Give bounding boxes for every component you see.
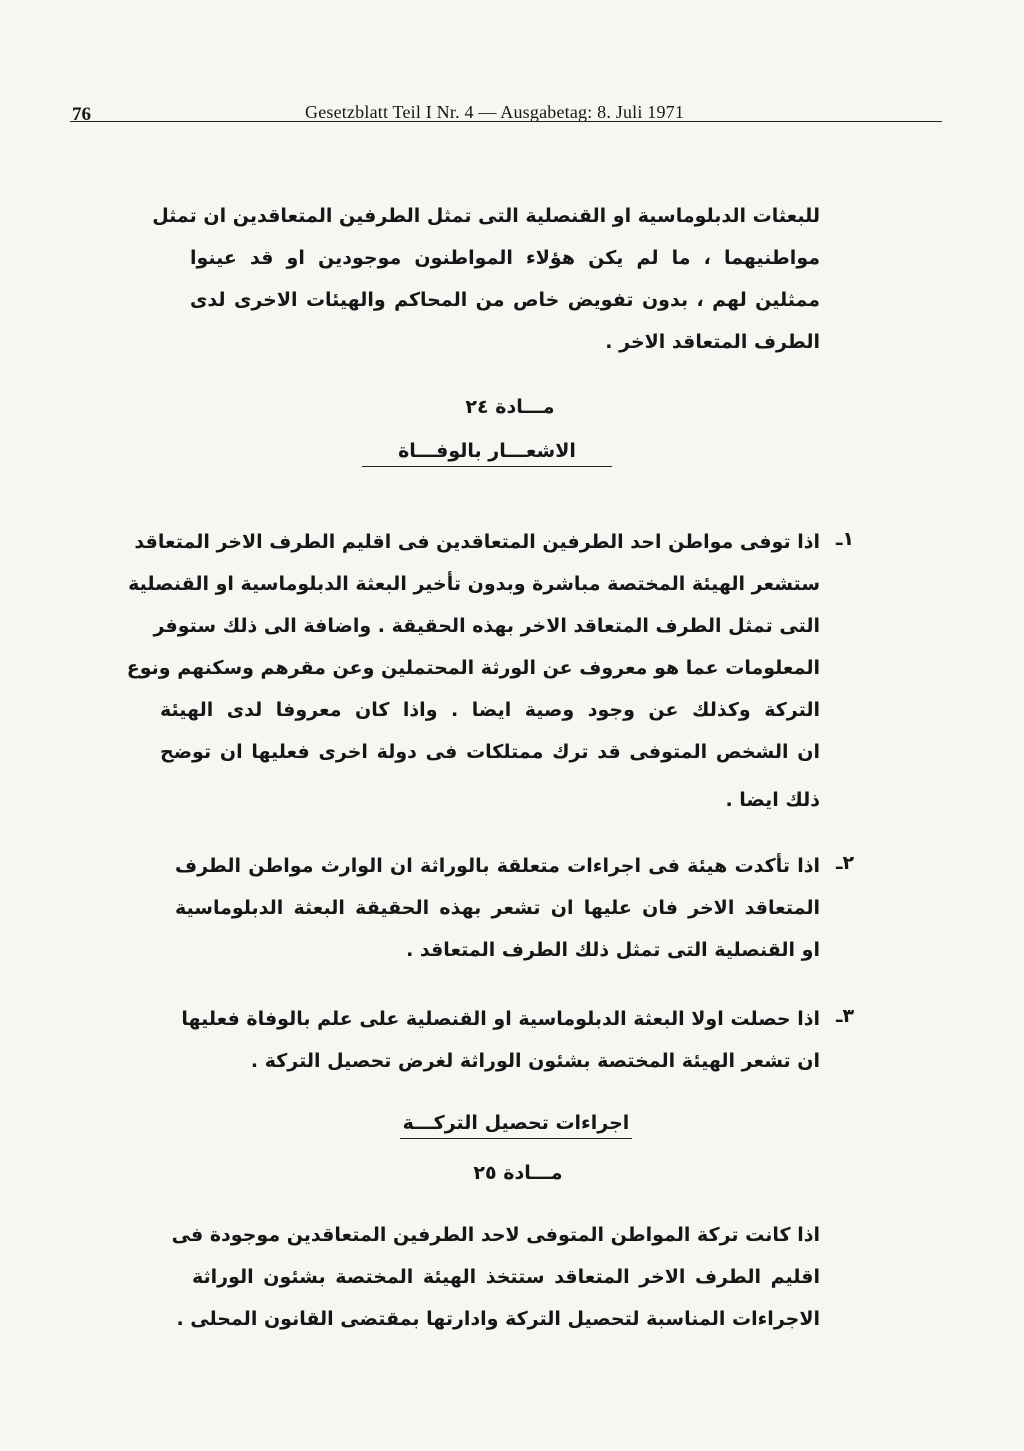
clause-line: المتعاقد الاخر فان عليها ان تشعر بهذه الحقيقة البعثة الدبلوماسية [175,897,820,919]
clause-line: التى تمثل الطرف المتعاقد الاخر بهذه الحقيقة . واضافة الى ذلك ستوفر [153,615,820,637]
clause-1-number: ١ـ [836,528,855,550]
article-25-line: اقليم الطرف الاخر المتعاقد ستتخذ الهيئة المختصة بشئون الوراثة [192,1266,820,1288]
clause-line: او القنصلية التى تمثل ذلك الطرف المتعاقد . [406,939,820,961]
article-25-label: مـــادة ٢٥ [473,1162,563,1184]
intro-line: ممثلين لهم ، بدون تفويض خاص من المحاكم والهيئات الاخرى لدى [190,289,820,311]
clause-line: المعلومات عما هو معروف عن الورثة المحتملين وعن مقرهم وسكنهم ونوع [126,657,820,679]
clause-line: اذا حصلت اولا البعثة الدبلوماسية او القنصلية على علم بالوفاة فعليها [181,1008,820,1030]
clause-line: اذا تأكدت هيئة فى اجراءات متعلقة بالوراثة ان الوارث مواطن الطرف [175,855,820,877]
intro-line: الطرف المتعاقد الاخر . [605,331,820,353]
article-25-line: اذا كانت تركة المواطن المتوفى لاحد الطرفين المتعاقدين موجودة فى [171,1224,820,1246]
clause-line: اذا توفى مواطن احد الطرفين المتعاقدين فى اقليم الطرف الاخر المتعاقد [134,531,820,553]
running-header: Gesetzblatt Teil I Nr. 4 — Ausgabetag: 8. Juli 1971 [305,102,685,122]
article-25-title: اجراءات تحصيل التركـــة [400,1112,632,1139]
clause-line: ذلك ايضا . [725,789,820,811]
clause-2-number: ٢ـ [836,852,855,874]
clause-line: التركة وكذلك عن وجود وصية ايضا . واذا كان معروفا لدى الهيئة [160,699,820,721]
clause-line: ان تشعر الهيئة المختصة بشئون الوراثة لغرض تحصيل التركة . [250,1050,820,1072]
clause-1-paragraph [126,521,820,821]
clause-line: ستشعر الهيئة المختصة مباشرة وبدون تأخير البعثة الدبلوماسية او القنصلية [128,573,820,595]
intro-line: مواطنيهما ، ما لم يكن هؤلاء المواطنون موجودين او قد عينوا [190,247,820,269]
article-24-title: الاشعـــار بالوفـــاة [362,440,612,467]
clause-3-paragraph [181,998,820,1082]
intro-line: للبعثات الدبلوماسية او القنصلية التى تمثل الطرفين المتعاقدين ان تمثل [152,205,820,227]
header-rule [70,121,942,122]
article-25-paragraph [171,1214,820,1340]
article-25-line: الاجراءات المناسبة لتحصيل التركة وادارتها بمقتضى القانون المحلى . [176,1308,820,1330]
page-number: 76 [72,104,91,125]
clause-2-paragraph [175,845,820,971]
clause-line: ان الشخص المتوفى قد ترك ممتلكات فى دولة اخرى فعليها ان توضح [160,741,820,763]
article-24-label: مـــادة ٢٤ [465,396,555,418]
intro-paragraph [152,195,820,363]
clause-3-number: ٣ـ [836,1005,855,1027]
